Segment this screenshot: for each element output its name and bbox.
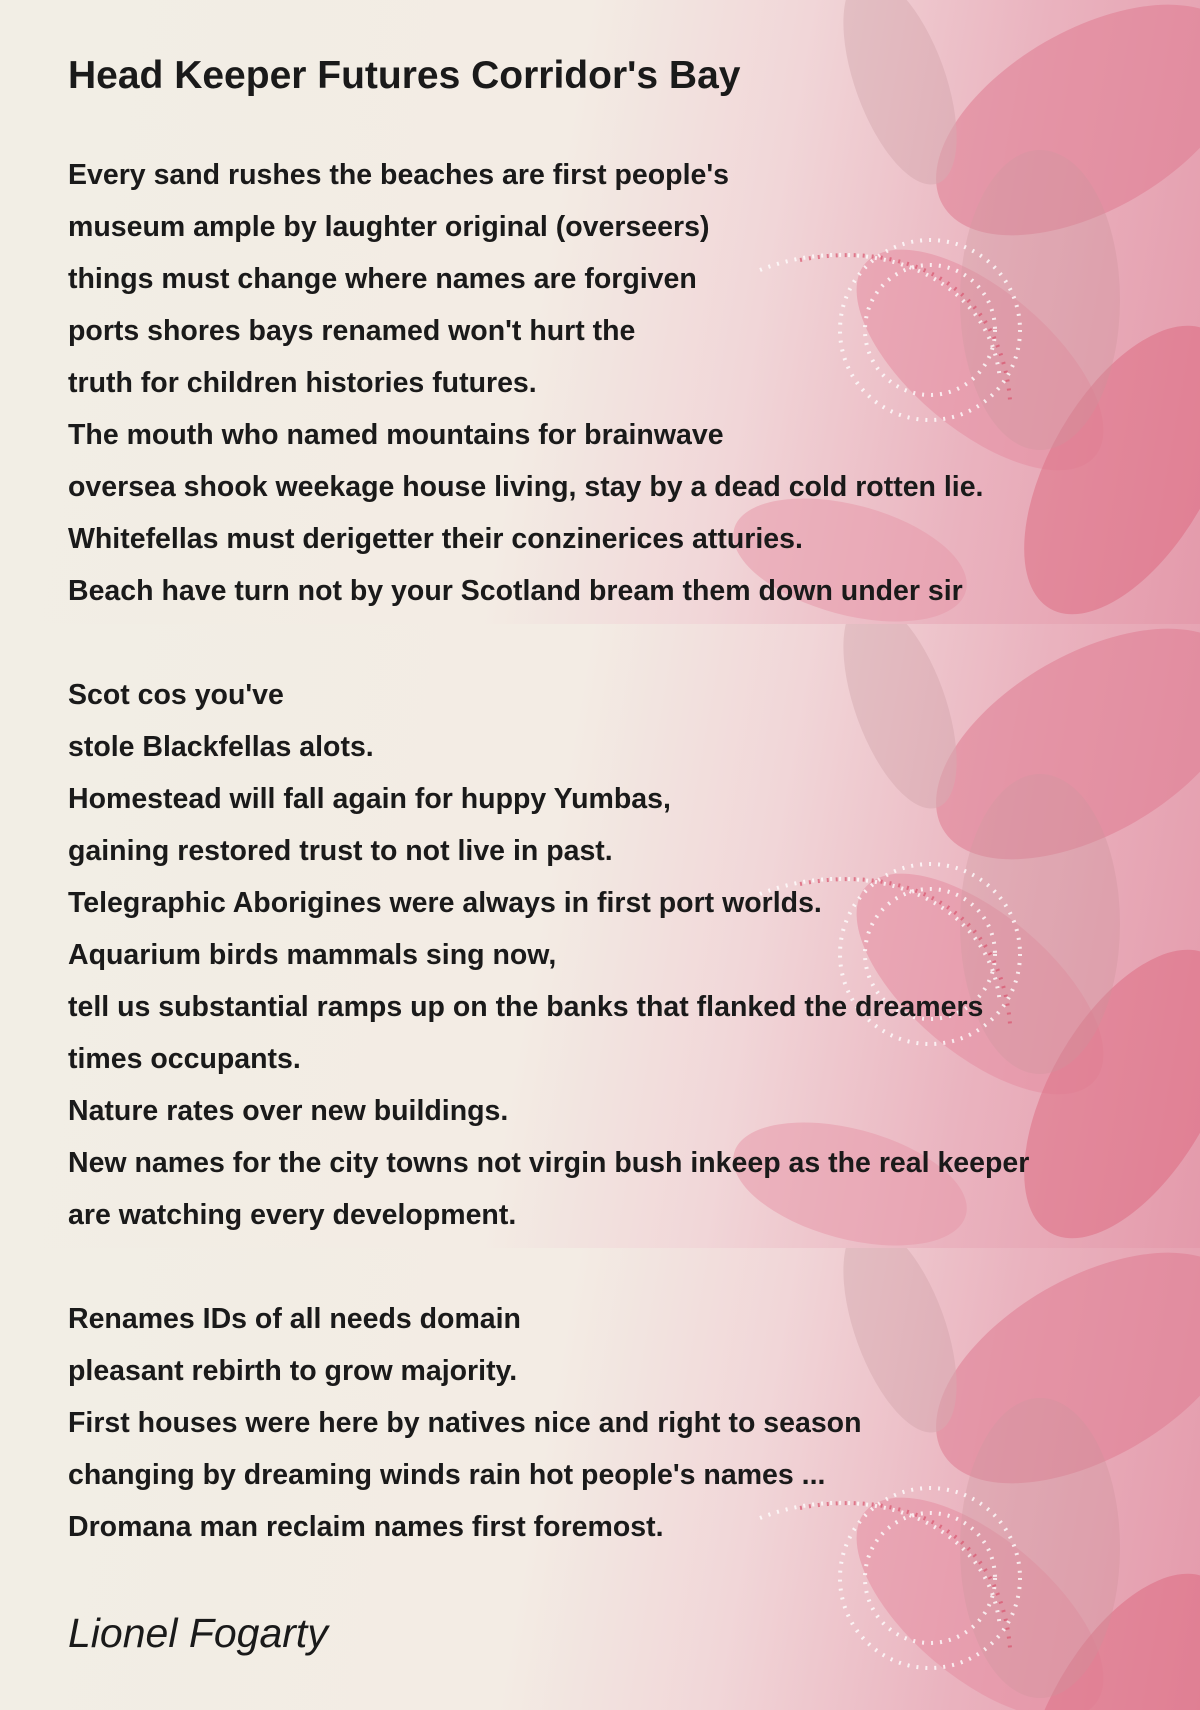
- poem-line: Nature rates over new buildings.: [68, 1095, 509, 1127]
- stanza-2: [68, 669, 1029, 1241]
- poem-line: Homestead will fall again for huppy Yumbas,: [68, 783, 671, 815]
- poem-line: First houses were here by natives nice and right to season: [68, 1407, 862, 1439]
- poem-author: Lionel Fogarty: [68, 1610, 328, 1656]
- poem-line: things must change where names are forgiven: [68, 263, 697, 295]
- poem-line: Whitefellas must derigetter their conzinerices atturies.: [68, 523, 803, 555]
- poem-line: Every sand rushes the beaches are first people's: [68, 159, 729, 191]
- poem-line: pleasant rebirth to grow majority.: [68, 1355, 518, 1387]
- poem-line: New names for the city towns not virgin bush inkeep as the real keeper: [68, 1147, 1030, 1179]
- poem-line: Scot cos you've: [68, 679, 284, 711]
- poem-line: tell us substantial ramps up on the banks that flanked the dreamers: [68, 991, 984, 1023]
- stanza-3: [68, 1293, 862, 1553]
- poem-line: museum ample by laughter original (overseers): [68, 211, 710, 243]
- poem-line: times occupants.: [68, 1043, 301, 1075]
- poem-line: oversea shook weekage house living, stay by a dead cold rotten lie.: [68, 471, 984, 503]
- poem-line: Dromana man reclaim names first foremost.: [68, 1511, 664, 1543]
- poem-line: Beach have turn not by your Scotland bream them down under sir: [68, 575, 963, 607]
- poem-title: Head Keeper Futures Corridor's Bay: [68, 54, 741, 97]
- poem-line: ports shores bays renamed won't hurt the: [68, 315, 636, 347]
- poem-line: stole Blackfellas alots.: [68, 731, 374, 763]
- poem-line: changing by dreaming winds rain hot people's names ...: [68, 1459, 826, 1491]
- poem-line: Telegraphic Aborigines were always in first port worlds.: [68, 887, 822, 919]
- poem-line: Aquarium birds mammals sing now,: [68, 939, 557, 971]
- poem-line: are watching every development.: [68, 1199, 517, 1231]
- poem-line: Renames IDs of all needs domain: [68, 1303, 521, 1335]
- poem-line: truth for children histories futures.: [68, 367, 537, 399]
- poem-line: gaining restored trust to not live in past.: [68, 835, 613, 867]
- poem-line: The mouth who named mountains for brainwave: [68, 419, 724, 451]
- stanza-1: [68, 149, 983, 617]
